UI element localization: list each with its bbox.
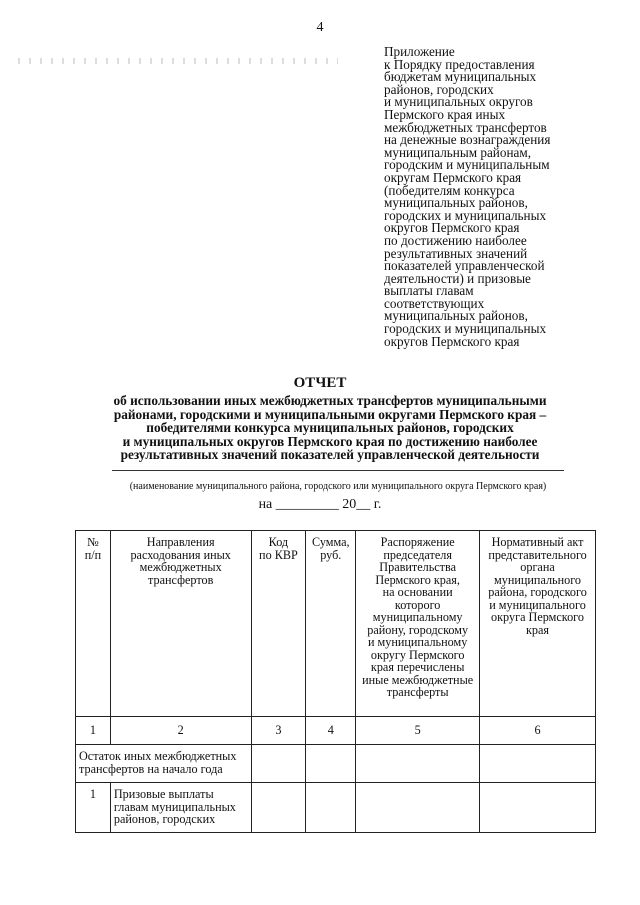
table-cell <box>480 783 596 833</box>
report-subtitle-line: и муниципальных округов Пермского края по достижению наиболее <box>122 433 538 449</box>
header-cell-kvr: Код по КВР <box>251 531 306 717</box>
report-subtitle-line: результативных значений показателей управленческой деятельности <box>120 447 540 463</box>
scan-noise <box>18 58 338 64</box>
row-direction-cell: Призовые выплаты главам муниципальных районов, городских <box>110 783 251 833</box>
municipality-name-line <box>112 470 564 471</box>
appendix-line: округов Пермского края <box>384 333 520 349</box>
table-cell <box>356 783 480 833</box>
appendix-line: городским и муниципальным <box>384 157 550 173</box>
appendix-line: муниципальных районов, <box>384 308 528 324</box>
header-cell-normative-act: Нормативный акт представительного органа муниципального района, городского и муниципального округа Пермского края <box>480 531 596 717</box>
table-cell <box>356 745 480 783</box>
appendix-line: показателей управленческой <box>384 258 545 274</box>
table-cell <box>306 745 356 783</box>
row-number-cell: 1 <box>76 783 111 833</box>
table-cell: 1 <box>76 717 111 745</box>
appendix-line: соответствующих <box>384 295 485 311</box>
report-subtitle <box>60 394 600 462</box>
table-number-row <box>76 717 596 745</box>
appendix-line: городских и муниципальных <box>384 321 547 337</box>
table-cell: 6 <box>480 717 596 745</box>
report-subtitle-line: районами, городскими и муниципальными округами Пермского края – <box>113 406 547 422</box>
table-cell: 3 <box>251 717 306 745</box>
header-cell-amount: Сумма, руб. <box>306 531 356 717</box>
appendix-note <box>384 46 624 348</box>
appendix-line: округов Пермского края <box>384 220 520 236</box>
table-cell: 4 <box>306 717 356 745</box>
page-number: 4 <box>316 20 324 35</box>
appendix-line: на денежные вознаграждения <box>384 132 551 148</box>
report-subtitle-line: об использовании иных межбюджетных трансфертов муниципальными <box>113 393 547 408</box>
appendix-line: межбюджетных трансфертов <box>384 119 547 135</box>
table-row-balance <box>76 745 596 783</box>
report-subtitle-line: победителями конкурса муниципальных районов, городских <box>146 420 514 436</box>
table-cell <box>251 745 306 783</box>
report-period: на _________ 20__ г. <box>258 497 382 512</box>
appendix-line: районов, городских <box>384 81 494 97</box>
appendix-line: бюджетам муниципальных <box>384 69 537 85</box>
table-cell: 2 <box>110 717 251 745</box>
table-header-row <box>76 531 596 717</box>
appendix-line: по достижению наиболее <box>384 232 527 248</box>
header-cell-number: № п/п <box>76 531 111 717</box>
appendix-line: Пермского края иных <box>384 106 506 122</box>
header-cell-direction: Направления расходования иных межбюджетных трансфертов <box>110 531 251 717</box>
appendix-line: результативных значений <box>384 245 528 261</box>
appendix-line: муниципальных районов, <box>384 195 528 211</box>
appendix-line: выплаты главам <box>384 283 474 299</box>
municipality-name-caption: (наименование муниципального района, городского или муниципального округа Пермского края) <box>129 481 547 492</box>
table-cell <box>480 745 596 783</box>
appendix-line: муниципальным районам, <box>384 144 532 160</box>
appendix-line: городских и муниципальных <box>384 207 547 223</box>
appendix-line: и муниципальных округов <box>384 94 533 110</box>
header-cell-order: Распоряжение председателя Правительства Пермского края, на основании которого муниципальному району, городскому и муниципальному округу Пермского края перечислены иные межбюджетные трансферты <box>356 531 480 717</box>
table-cell <box>251 783 306 833</box>
appendix-line: (победителям конкурса <box>384 182 515 198</box>
table-cell: 5 <box>356 717 480 745</box>
appendix-line: Приложение <box>384 44 455 59</box>
report-table <box>75 530 596 833</box>
balance-label-cell: Остаток иных межбюджетных трансфертов на начало года <box>76 745 252 783</box>
appendix-line: к Порядку предоставления <box>384 56 535 72</box>
table-cell <box>306 783 356 833</box>
appendix-line: деятельности) и призовые <box>384 270 531 286</box>
table-row <box>76 783 596 833</box>
appendix-line: округам Пермского края <box>384 169 522 185</box>
report-title: ОТЧЕТ <box>293 375 347 391</box>
